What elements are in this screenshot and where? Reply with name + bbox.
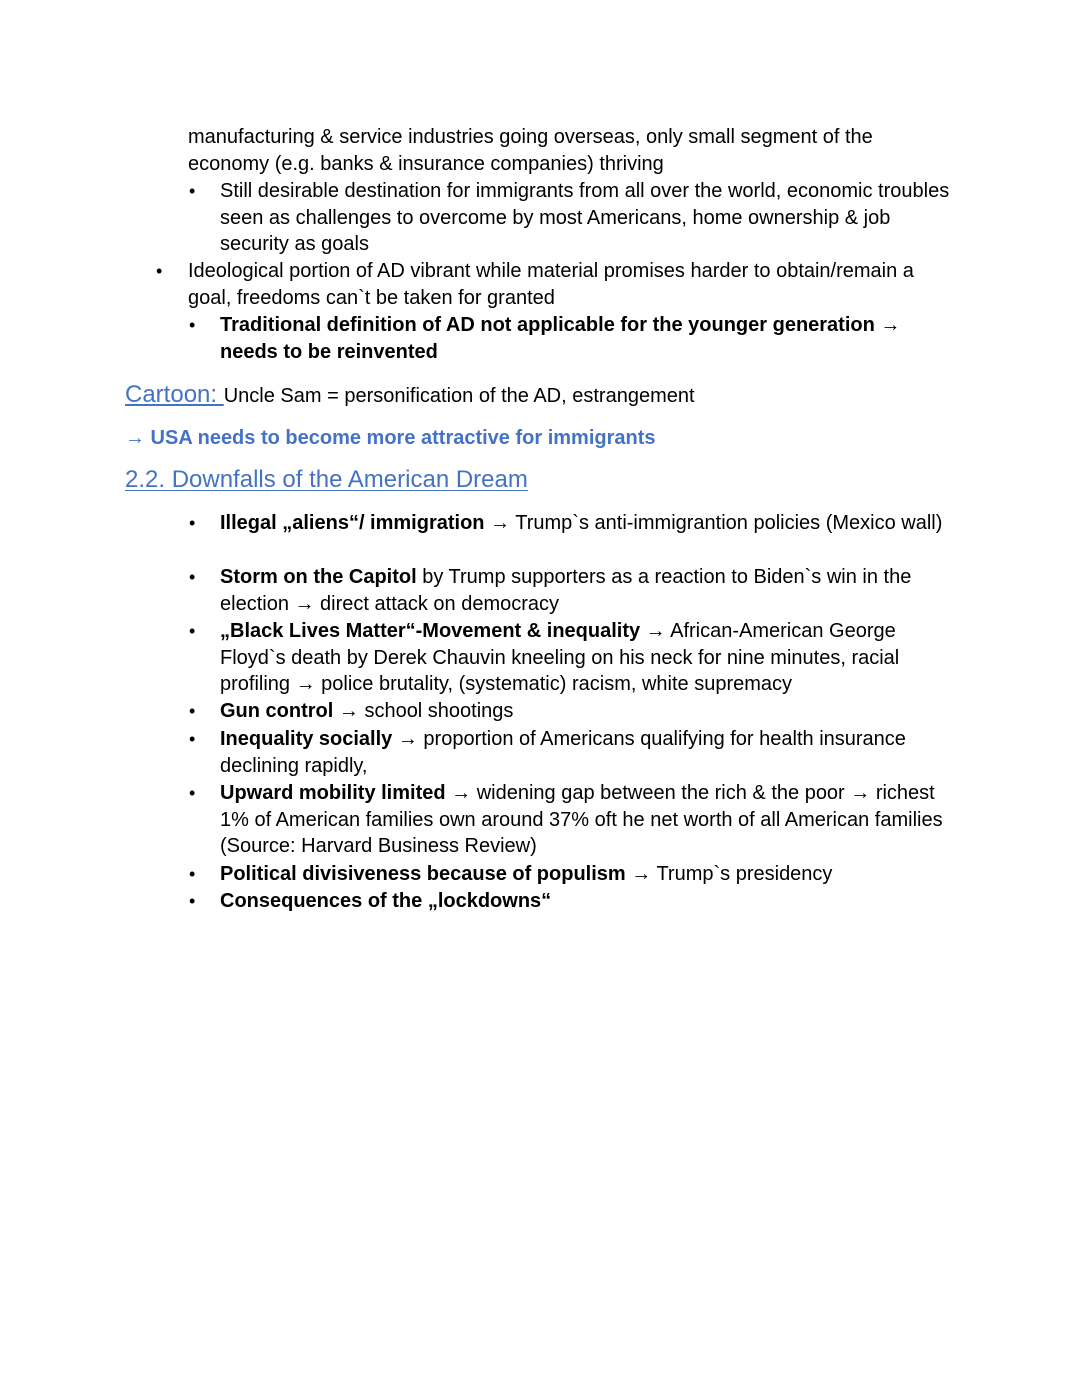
downfall-item-lockdowns	[189, 888, 960, 915]
bullet-text: by Trump supporters as a reaction to Biden`s win in the election → direct attack on democracy	[220, 566, 912, 615]
bullet-text: Ideological portion of AD vibrant while material promises harder to obtain/remain a goal, freedoms can`t be taken for granted	[188, 260, 914, 309]
downfall-item-upward-mobility	[189, 780, 960, 860]
bullet-bold-text: Illegal „aliens“/ immigration	[220, 512, 485, 534]
sub-bullet-desirable-destination	[189, 178, 960, 258]
bullet-text: Still desirable destination for immigrants from all over the world, economic troubles seen as challenges to overcome by most Americans, home ownership & job security as goals	[220, 180, 950, 255]
bullet-ideological-portion	[156, 258, 958, 311]
bullet-text: → proportion of Americans qualifying for health insurance declining rapidly,	[220, 728, 906, 777]
bullet-bold-text: Storm on the Capitol	[220, 566, 417, 588]
bullet-icon: •	[189, 567, 196, 587]
cartoon-line	[125, 380, 695, 411]
bullet-icon: •	[189, 864, 196, 884]
bullet-text: → school shootings	[333, 700, 514, 722]
downfall-item-storm-capitol	[189, 564, 960, 617]
bullet-icon: •	[156, 261, 163, 281]
bullet-icon: •	[189, 701, 196, 721]
bullet-text: → widening gap between the rich & the poor → richest 1% of American families own around 37% oft he net worth of all American families (Source: Harvard Business Review)	[220, 782, 943, 857]
section-heading: 2.2. Downfalls of the American Dream	[125, 466, 528, 493]
bullet-bold-text: Inequality socially	[220, 728, 393, 750]
bullet-text: → Trump`s anti-immigrantion policies (Mexico wall)	[484, 512, 943, 534]
bullet-bold-text: Upward mobility limited	[220, 782, 446, 804]
downfall-item-inequality-socially	[189, 726, 960, 779]
bullet-icon: •	[189, 729, 196, 749]
bullet-text: → Trump`s presidency	[625, 863, 833, 885]
bullet-bold-text: Consequences of the „lockdowns“	[220, 890, 552, 912]
bullet-icon: •	[189, 621, 196, 641]
bullet-icon: •	[189, 181, 196, 201]
bullet-bold-text: Political divisiveness because of populism	[220, 863, 626, 885]
downfall-item-gun-control	[189, 698, 960, 725]
continuation-paragraph: manufacturing & service industries going overseas, only small segment of the economy (e.g. banks & insurance companies) thriving	[188, 126, 873, 175]
bullet-text: → African-American George Floyd`s death by Derek Chauvin kneeling on his neck for nine minutes, racial profiling → police brutality, (systematic) racism, white supremacy	[220, 620, 900, 695]
bullet-bold-text: „Black Lives Matter“-Movement & inequality	[220, 620, 641, 642]
bullet-icon: •	[189, 315, 196, 335]
sub-bullet-traditional-definition	[189, 312, 960, 365]
downfall-item-political-divisiveness	[189, 861, 960, 888]
downfall-item-illegal-aliens	[189, 510, 960, 537]
bullet-icon: •	[189, 783, 196, 803]
downfall-item-black-lives-matter	[189, 618, 960, 698]
bullet-icon: •	[189, 513, 196, 533]
cartoon-text: Uncle Sam = personification of the AD, estrangement	[223, 385, 695, 407]
bullet-icon: •	[189, 891, 196, 911]
bullet-bold-text: Gun control	[220, 700, 334, 722]
cartoon-label: Cartoon:	[125, 381, 224, 408]
conclusion-line: → USA needs to become more attractive for immigrants	[125, 427, 656, 449]
bullet-bold-text: Traditional definition of AD not applicable for the younger generation → needs to be reinvented	[220, 314, 901, 363]
